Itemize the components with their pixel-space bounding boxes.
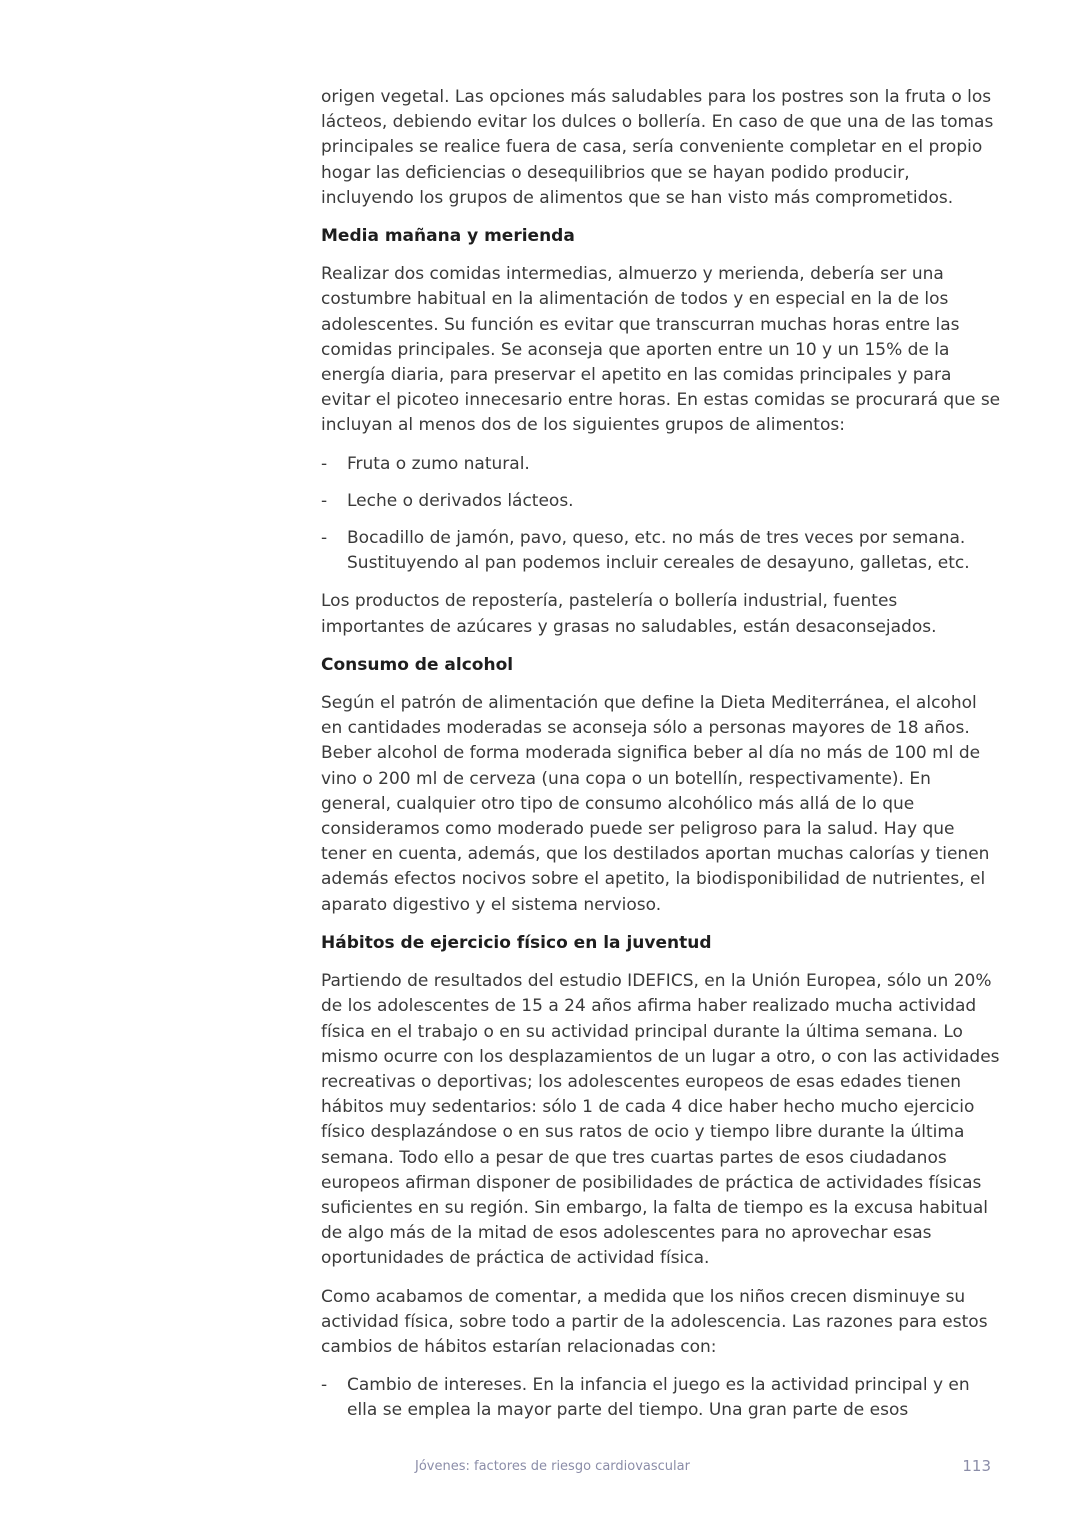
- list-dash: -: [321, 1375, 328, 1396]
- paragraph-comidas-intermedias: Realizar dos comidas intermedias, almuerzo y merienda, debería ser una costumbre habitual en la alimentación de todos y en especial en la de los adolescentes. Su función es evitar que transcurran muchas horas entre las comidas principales. Se aconseja que aporten entre un 10 y un 15% de la energía diaria, para preservar el apetito en las comidas principales y para evitar el picoteo innecesario entre horas. En estas comidas se procurará que se incluyan al menos dos de los siguientes grupos de alimentos:: [321, 264, 1001, 436]
- list-item-text: Fruta o zumo natural.: [347, 453, 530, 474]
- list-item: [321, 489, 1001, 514]
- food-groups-list: [321, 452, 1001, 577]
- heading-alcohol: Consumo de alcohol: [321, 654, 514, 675]
- paragraph-idefics: Partiendo de resultados del estudio IDEFICS, en la Unión Europea, sólo un 20% de los adolescentes de 15 a 24 años afirma haber realizado mucha actividad física en el trabajo o en su actividad principal durante la última semana. Lo mismo ocurre con los desplazamientos de un lugar a otro, o con las actividades recreativas o deportivas; los adolescentes europeos de esas edades tienen hábitos muy sedentarios: sólo 1 de cada 4 dice haber hecho mucho ejercicio físico desplazándose o en sus ratos de ocio y tiempo libre durante la última semana. Todo ello a pesar de que tres cuartas partes de esos ciudadanos europeos afirman disponer de posibilidades de práctica de actividades físicas suficientes en su región. Sin embargo, la falta de tiempo es la excusa habitual de algo más de la mitad de esos adolescentes para no aprovechar esas oportunidades de práctica de actividad física.: [321, 971, 1000, 1269]
- document-body: [321, 85, 1001, 1437]
- paragraph-alcohol: Según el patrón de alimentación que define la Dieta Mediterránea, el alcohol en cantidades moderadas se aconseja sólo a personas mayores de 18 años. Beber alcohol de forma moderada significa beber al día no más de 100 ml de vino o 200 ml de cerveza (una copa o un botellín, respectivamente). En general, cualquier otro tipo de consumo alcohólico más allá de lo que consideramos como moderado puede ser peligroso para la salud. Hay que tener en cuenta, además, que los destilados aportan muchas calorías y tienen además efectos nocivos sobre el apetito, la biodisponibilidad de nutrientes, el aparato digestivo y el sistema nervioso.: [321, 693, 990, 915]
- list-dash: -: [321, 528, 328, 549]
- list-dash: -: [321, 490, 328, 511]
- list-item: [321, 526, 1001, 576]
- list-item-text: Cambio de intereses. En la infancia el juego es la actividad principal y en ella se emplea la mayor parte del tiempo. Una gran parte de esos: [347, 1375, 970, 1421]
- paragraph-postres: origen vegetal. Las opciones más saludables para los postres son la fruta o los lácteos, debiendo evitar los dulces o bollería. En caso de que una de las tomas principales se realice fuera de casa, sería conveniente completar en el propio hogar las deficiencias o desequilibrios que se hayan podido producir, incluyendo los grupos de alimentos que se han visto más comprometidos.: [321, 87, 994, 208]
- list-item-text: Bocadillo de jamón, pavo, queso, etc. no más de tres veces por semana. Sustituyendo al pan podemos incluir cereales de desayuno, galletas, etc.: [347, 528, 970, 574]
- list-item: [321, 1373, 1001, 1423]
- paragraph-reposteria: Los productos de repostería, pastelería o bollería industrial, fuentes importantes de azúcares y grasas no saludables, están desaconsejados.: [321, 591, 937, 637]
- reasons-list: [321, 1373, 1001, 1423]
- page-number: 113: [962, 1457, 991, 1475]
- page-footer: [0, 1457, 1080, 1479]
- list-dash: -: [321, 453, 328, 474]
- list-item: [321, 452, 1001, 477]
- heading-media-manana: Media mañana y merienda: [321, 226, 575, 247]
- heading-ejercicio: Hábitos de ejercicio físico en la juventud: [321, 932, 712, 953]
- list-item-text: Leche o derivados lácteos.: [347, 490, 574, 511]
- running-title: Jóvenes: factores de riesgo cardiovascular: [415, 1459, 690, 1474]
- paragraph-razones: Como acabamos de comentar, a medida que los niños crecen disminuye su actividad física, sobre todo a partir de la adolescencia. Las razones para estos cambios de hábitos estarían relacionadas con:: [321, 1286, 988, 1357]
